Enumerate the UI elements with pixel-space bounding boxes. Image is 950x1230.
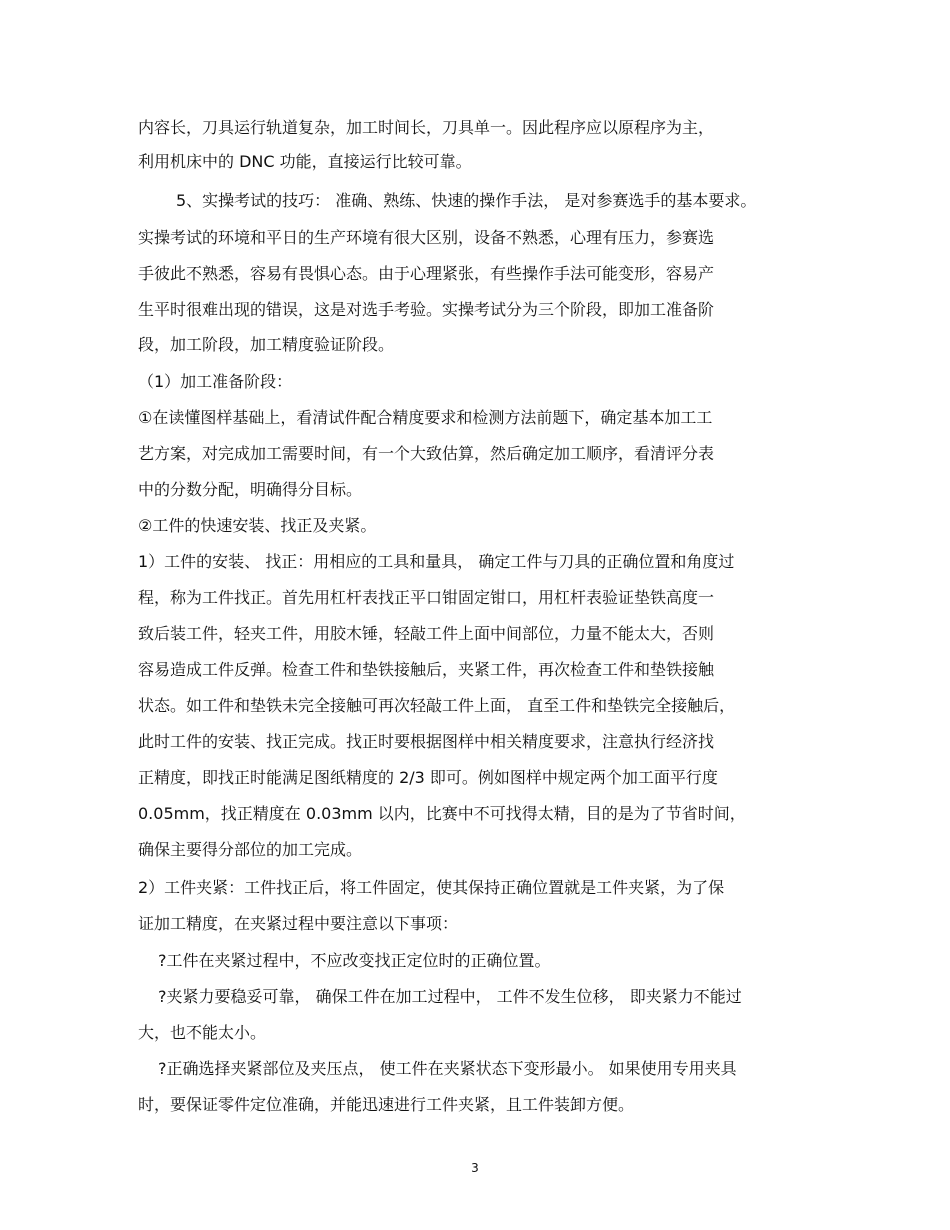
text-line: ?正确选择夹紧部位及夹压点， 使工件在夹紧状态下变形最小。 如果使用专用夹具 — [158, 1059, 737, 1078]
text-line: ?工件在夹紧过程中，不应改变找正定位时的正确位置。 — [158, 951, 551, 970]
page-number: 3 — [471, 1161, 479, 1175]
text-line: ?夹紧力要稳妥可靠， 确保工件在加工过程中， 工件不发生位移， 即夹紧力不能过 — [158, 987, 742, 1006]
text-line: 利用机床中的 DNC 功能，直接运行比较可靠。 — [138, 152, 472, 171]
text-line: 确保主要得分部位的加工完成。 — [138, 840, 363, 859]
text-line: 5、实操考试的技巧： 准确、熟练、快速的操作手法， 是对参赛选手的基本要求。 — [176, 191, 757, 210]
text-line: 2）工件夹紧：工件找正后，将工件固定，使其保持正确位置就是工件夹紧，为了保 — [138, 878, 725, 897]
text-line: 大，也不能太小。 — [138, 1023, 267, 1042]
text-line: 此时工件的安装、找正完成。找正时要根据图样中相关精度要求，注意执行经济找 — [138, 732, 715, 751]
text-line: （1）加工准备阶段： — [138, 372, 293, 391]
text-line: 1）工件的安装、 找正：用相应的工具和量具， 确定工件与刀具的正确位置和角度过 — [138, 552, 735, 571]
text-line: ①在读懂图样基础上，看清试件配合精度要求和检测方法前题下，确定基本加工工 — [138, 408, 713, 427]
text-line: 致后装工件，轻夹工件，用胶木锤，轻敲工件上面中间部位，力量不能太大，否则 — [138, 624, 715, 643]
text-line: 艺方案，对完成加工需要时间，有一个大致估算，然后确定加工顺序，看清评分表 — [138, 444, 715, 463]
text-line: 状态。如工件和垫铁未完全接触可再次轻敲工件上面， 直至工件和垫铁完全接触后， — [138, 696, 736, 715]
text-line: 段，加工阶段，加工精度验证阶段。 — [138, 335, 395, 354]
text-line: 时，要保证零件定位准确，并能迅速进行工件夹紧，且工件装卸方便。 — [138, 1095, 635, 1114]
text-line: 0.05mm，找正精度在 0.03mm 以内，比赛中不可找得太精，目的是为了节省时间， — [138, 804, 746, 823]
text-line: 内容长，刀具运行轨道复杂，加工时间长，刀具单一。因此程序应以原程序为主， — [138, 118, 715, 137]
text-line: 中的分数分配，明确得分目标。 — [138, 480, 363, 499]
text-line: 手彼此不熟悉，容易有畏惧心态。由于心理紧张，有些操作手法可能变形，容易产 — [138, 264, 715, 283]
text-line: 实操考试的环境和平日的生产环境有很大区别，设备不熟悉，心理有压力，参赛选 — [138, 228, 715, 247]
text-line: 生平时很难出现的错误，这是对选手考验。实操考试分为三个阶段，即加工准备阶 — [138, 300, 715, 319]
text-line: 容易造成工件反弹。检查工件和垫铁接触后，夹紧工件，再次检查工件和垫铁接触 — [138, 660, 715, 679]
text-line: ②工件的快速安装、找正及夹紧。 — [138, 516, 377, 535]
text-line: 程，称为工件找正。首先用杠杆表找正平口钳固定钳口，用杠杆表验证垫铁高度一 — [138, 588, 715, 607]
text-line: 证加工精度，在夹紧过程中要注意以下事项： — [138, 914, 459, 933]
text-line: 正精度，即找正时能满足图纸精度的 2/3 即可。例如图样中规定两个加工面平行度 — [138, 768, 718, 787]
